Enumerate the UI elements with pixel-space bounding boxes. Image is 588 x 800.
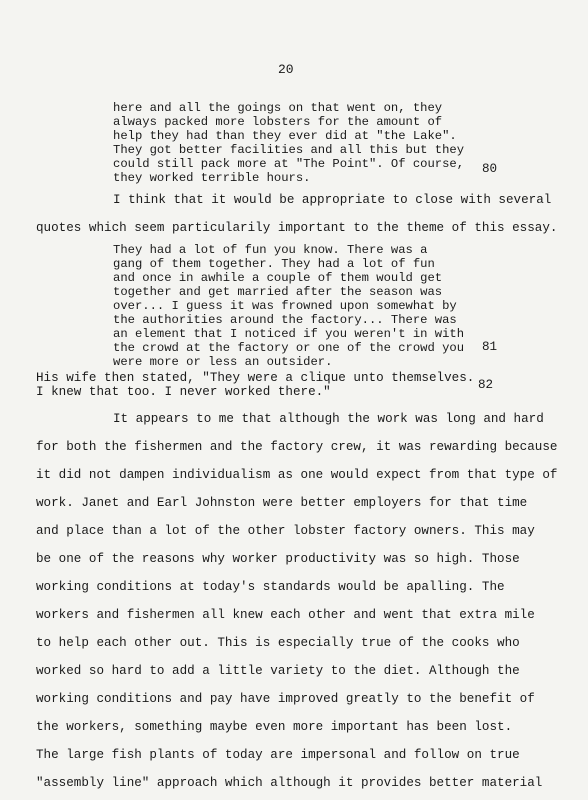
intro-line: quotes which seem particularily important to the theme of this essay.: [36, 221, 558, 235]
intro-line: I think that it would be appropriate to close with several: [113, 193, 552, 207]
quote-line: and once in awhile a couple of them would get: [113, 271, 443, 285]
quote-line: here and all the goings on that went on, they: [113, 101, 443, 115]
paragraph-line: working conditions and pay have improved greatly to the benefit of: [36, 692, 535, 706]
page-number: 20: [278, 62, 294, 77]
quote-line: gang of them together. They had a lot of fun: [113, 257, 435, 271]
paragraph-line: "assembly line" approach which although it provides better material: [36, 776, 543, 790]
footnote-80: 80: [482, 162, 498, 176]
quote-line: over... I guess it was frowned upon somewhat by: [113, 299, 457, 313]
quote-line: They had a lot of fun you know. There was a: [113, 243, 428, 257]
paragraph-line: to help each other out. This is especially true of the cooks who: [36, 636, 520, 650]
quote-line: always packed more lobsters for the amount of: [113, 115, 443, 129]
quote-line: help they had than they ever did at "the Lake".: [113, 129, 457, 143]
wife-quote-line: His wife then stated, "They were a clique unto themselves.: [36, 371, 475, 385]
quote-line: an element that I noticed if you weren't in with: [113, 327, 465, 341]
quote-line: together and get married after the season was: [113, 285, 443, 299]
paragraph-line: it did not dampen individualism as one would expect from that type of: [36, 468, 558, 482]
paragraph-line: be one of the reasons why worker productivity was so high. Those: [36, 552, 520, 566]
quote-line: could still pack more at "The Point". Of course,: [113, 157, 465, 171]
paragraph-line: workers and fishermen all knew each other and went that extra mile: [36, 608, 535, 622]
footnote-82: 82: [478, 378, 494, 392]
paragraph-line: and place than a lot of the other lobster factory owners. This may: [36, 524, 535, 538]
paragraph-line: worked so hard to add a little variety to the diet. Although the: [36, 664, 520, 678]
quote-line: They got better facilities and all this but they: [113, 143, 465, 157]
paragraph-line: work. Janet and Earl Johnston were better employers for that time: [36, 496, 528, 510]
paragraph-line: the workers, something maybe even more important has been lost.: [36, 720, 513, 734]
wife-quote-line: I knew that too. I never worked there.": [36, 385, 331, 399]
footnote-81: 81: [482, 340, 498, 354]
paragraph-line: working conditions at today's standards would be apalling. The: [36, 580, 505, 594]
paragraph-line: It appears to me that although the work was long and hard: [113, 412, 544, 426]
quote-line: they worked terrible hours.: [113, 171, 311, 185]
paragraph-line: for both the fishermen and the factory crew, it was rewarding because: [36, 440, 558, 454]
quote-line: the crowd at the factory or one of the crowd you: [113, 341, 465, 355]
quote-line: were more or less an outsider.: [113, 355, 333, 369]
paragraph-line: The large fish plants of today are impersonal and follow on true: [36, 748, 520, 762]
quote-line: the authorities around the factory... There was: [113, 313, 457, 327]
